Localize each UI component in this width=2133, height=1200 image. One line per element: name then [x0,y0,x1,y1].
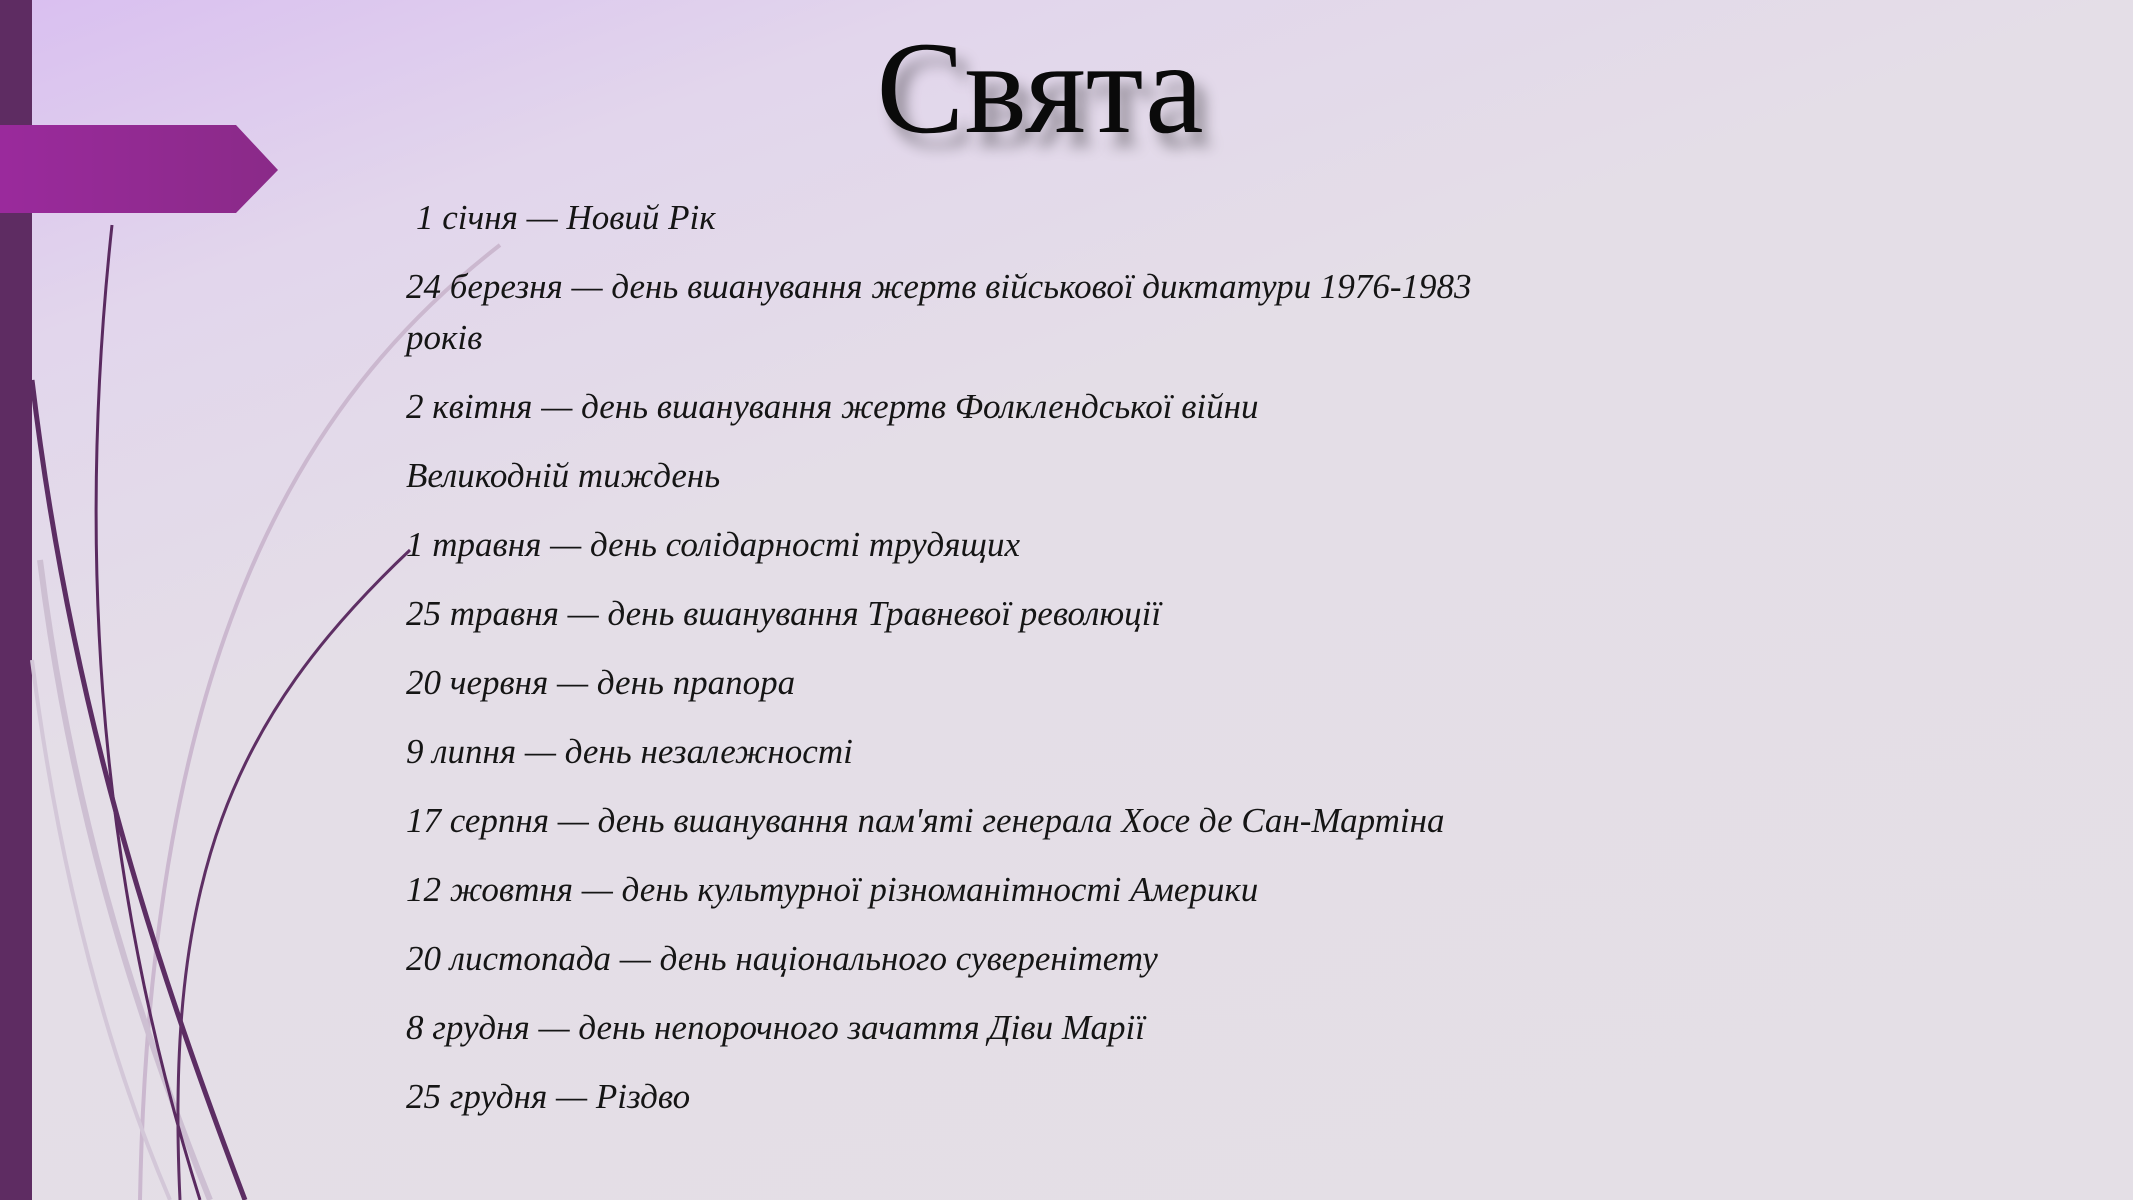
list-item: 12 жовтня — день культурної різноманітності Америки [406,870,1259,909]
list-item: 8 грудня — день непорочного зачаття Діви Марії [406,1008,1145,1047]
swoosh-dark-2 [32,380,245,1200]
list-item: 20 листопада — день національного суверенітету [406,939,1158,978]
list-item: 17 серпня — день вшанування пам'яті генерала Хосе де Сан-Мартіна [406,801,1445,840]
slide-title: Свята [876,14,1204,161]
swoosh-dark-3 [178,550,410,1200]
list-item: 20 червня — день прапора [406,663,796,702]
list-item: Великодній тиждень [406,456,721,495]
list-item: 1 січня — Новий Рік [416,198,716,237]
list-item: 25 грудня — Різдво [406,1077,691,1116]
list-item: 24 березня — день вшанування жертв військової диктатури 1976-1983 років [406,267,1472,357]
holiday-list [406,192,1496,1140]
list-item: 25 травня — день вшанування Травневої революції [406,594,1162,633]
list-item: 9 липня — день незалежності [406,732,853,771]
list-item: 2 квітня — день вшанування жертв Фолклендської війни [406,387,1259,426]
list-item: 1 травня — день солідарності трудящих [406,525,1020,564]
